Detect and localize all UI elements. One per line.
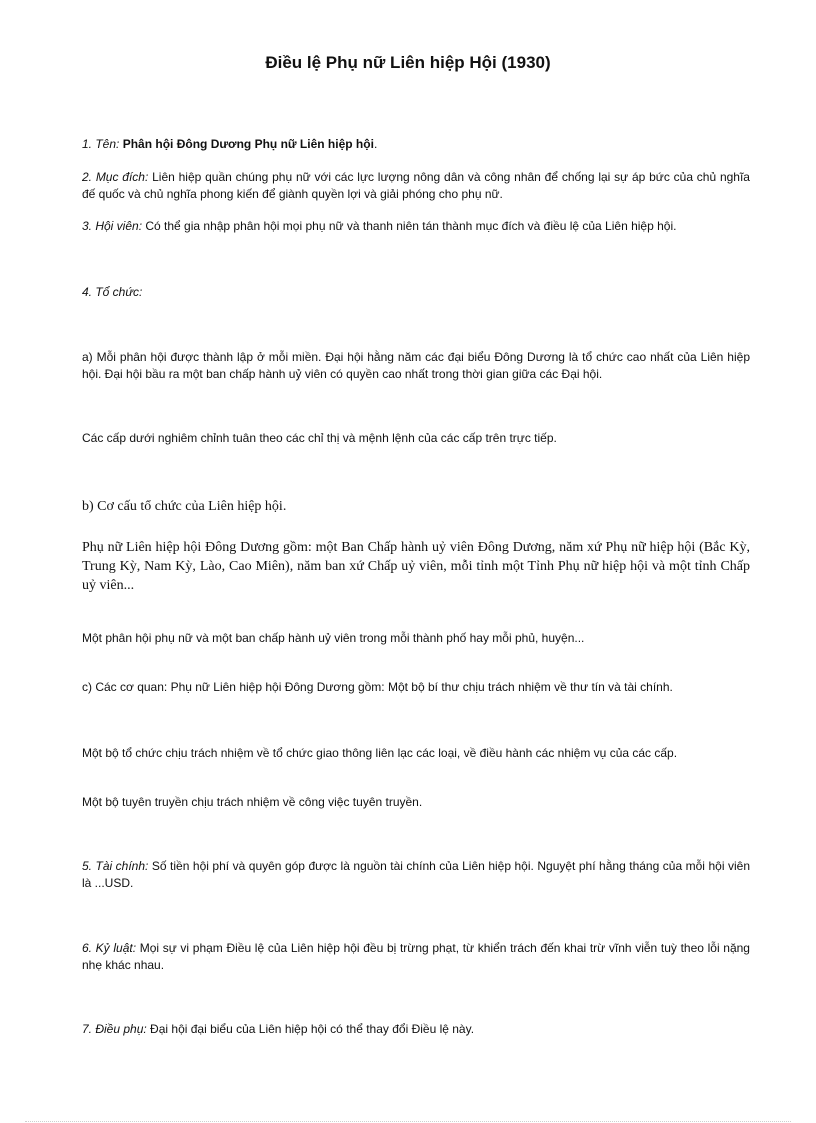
paragraph-propaganda-dept: Một bộ tuyên truyền chịu trách nhiệm về công việc tuyên truyền.: [82, 795, 423, 809]
section-members-text: Có thể gia nhập phân hội mọi phụ nữ và thanh niên tán thành mục đích và điều lệ của Liên hiệp hội.: [142, 219, 677, 233]
document-title: Điều lệ Phụ nữ Liên hiệp Hội (1930): [265, 53, 551, 72]
section-members-label: 3. Hội viên:: [82, 219, 143, 233]
section-finance-text: Số tiền hội phí và quyên góp được là nguồn tài chính của Liên hiệp hội. Nguyệt phí hằng tháng của mỗi hội viên là ...USD.: [82, 859, 750, 890]
section-discipline: [82, 940, 750, 974]
section-purpose-label: 2. Mục đích:: [82, 170, 149, 184]
section-purpose-text: Liên hiệp quần chúng phụ nữ với các lực lượng nông dân và công nhân để chống lại sự áp bức của chủ nghĩa đế quốc và chủ nghĩa phong kiến để giành quyền lợi và giải phóng cho phụ nữ.: [82, 170, 750, 201]
section-name-end: .: [373, 137, 378, 151]
section-organization-label: 4. Tổ chức:: [82, 285, 143, 299]
section-purpose: [82, 169, 750, 203]
paragraph-b-body: Phụ nữ Liên hiệp hội Đông Dương gồm: một Ban Chấp hành uỷ viên Đông Dương, năm xứ Phụ nữ hiệp hội (Bắc Kỳ, Trung Kỳ, Nam Kỳ, Lào, Cao Miên), năm ban xứ Chấp uỷ viên, mỗi tỉnh một Tỉnh Phụ nữ hiệp hội và một tỉnh Chấp uỷ viên...: [82, 540, 750, 593]
section-supplementary-text: Đại hội đại biểu của Liên hiệp hội có thể thay đổi Điều lệ này.: [146, 1022, 475, 1036]
organization-name: Phân hội Đông Dương Phụ nữ Liên hiệp hội: [122, 137, 374, 151]
section-name-label: 1. Tên:: [82, 137, 120, 151]
section-supplementary-label: 7. Điều phụ:: [82, 1022, 147, 1036]
section-finance: [82, 858, 750, 892]
paragraph-lower-levels: Các cấp dưới nghiêm chỉnh tuân theo các chỉ thị và mệnh lệnh của các cấp trên trực tiếp.: [82, 431, 557, 445]
section-finance-label: 5. Tài chính:: [82, 859, 149, 873]
section-discipline-label: 6. Kỷ luật:: [82, 941, 137, 955]
section-discipline-text: Mọi sự vi phạm Điều lệ của Liên hiệp hội đều bị trừng phạt, từ khiển trách đến khai trừ vĩnh viễn tuỳ theo lỗi nặng nhẹ khác nhau.: [82, 941, 750, 972]
section-name: [82, 136, 750, 153]
section-organization: [82, 284, 750, 301]
section-supplementary: [82, 1021, 750, 1038]
page-bottom-border: [25, 1121, 791, 1122]
paragraph-organization-dept: Một bộ tổ chức chịu trách nhiệm về tổ chức giao thông liên lạc các loại, về điều hành các nhiệm vụ của các cấp.: [82, 746, 678, 760]
paragraph-branch: Một phân hội phụ nữ và một ban chấp hành uỷ viên trong mỗi thành phố hay mỗi phủ, huyện...: [82, 631, 585, 645]
paragraph-c: c) Các cơ quan: Phụ nữ Liên hiệp hội Đông Dương gồm: Một bộ bí thư chịu trách nhiệm về thư tín và tài chính.: [82, 680, 673, 694]
section-members: [82, 218, 750, 235]
paragraph-a: a) Mỗi phân hội được thành lập ở mỗi miền. Đại hội hằng năm các đại biểu Đông Dương là tổ chức cao nhất của Liên hiệp hội. Đại hội bầu ra một ban chấp hành uỷ viên có quyền cao nhất trong thời gian giữa các Đại hội.: [82, 350, 750, 381]
paragraph-b-heading: b) Cơ cấu tổ chức của Liên hiệp hội.: [82, 499, 287, 514]
